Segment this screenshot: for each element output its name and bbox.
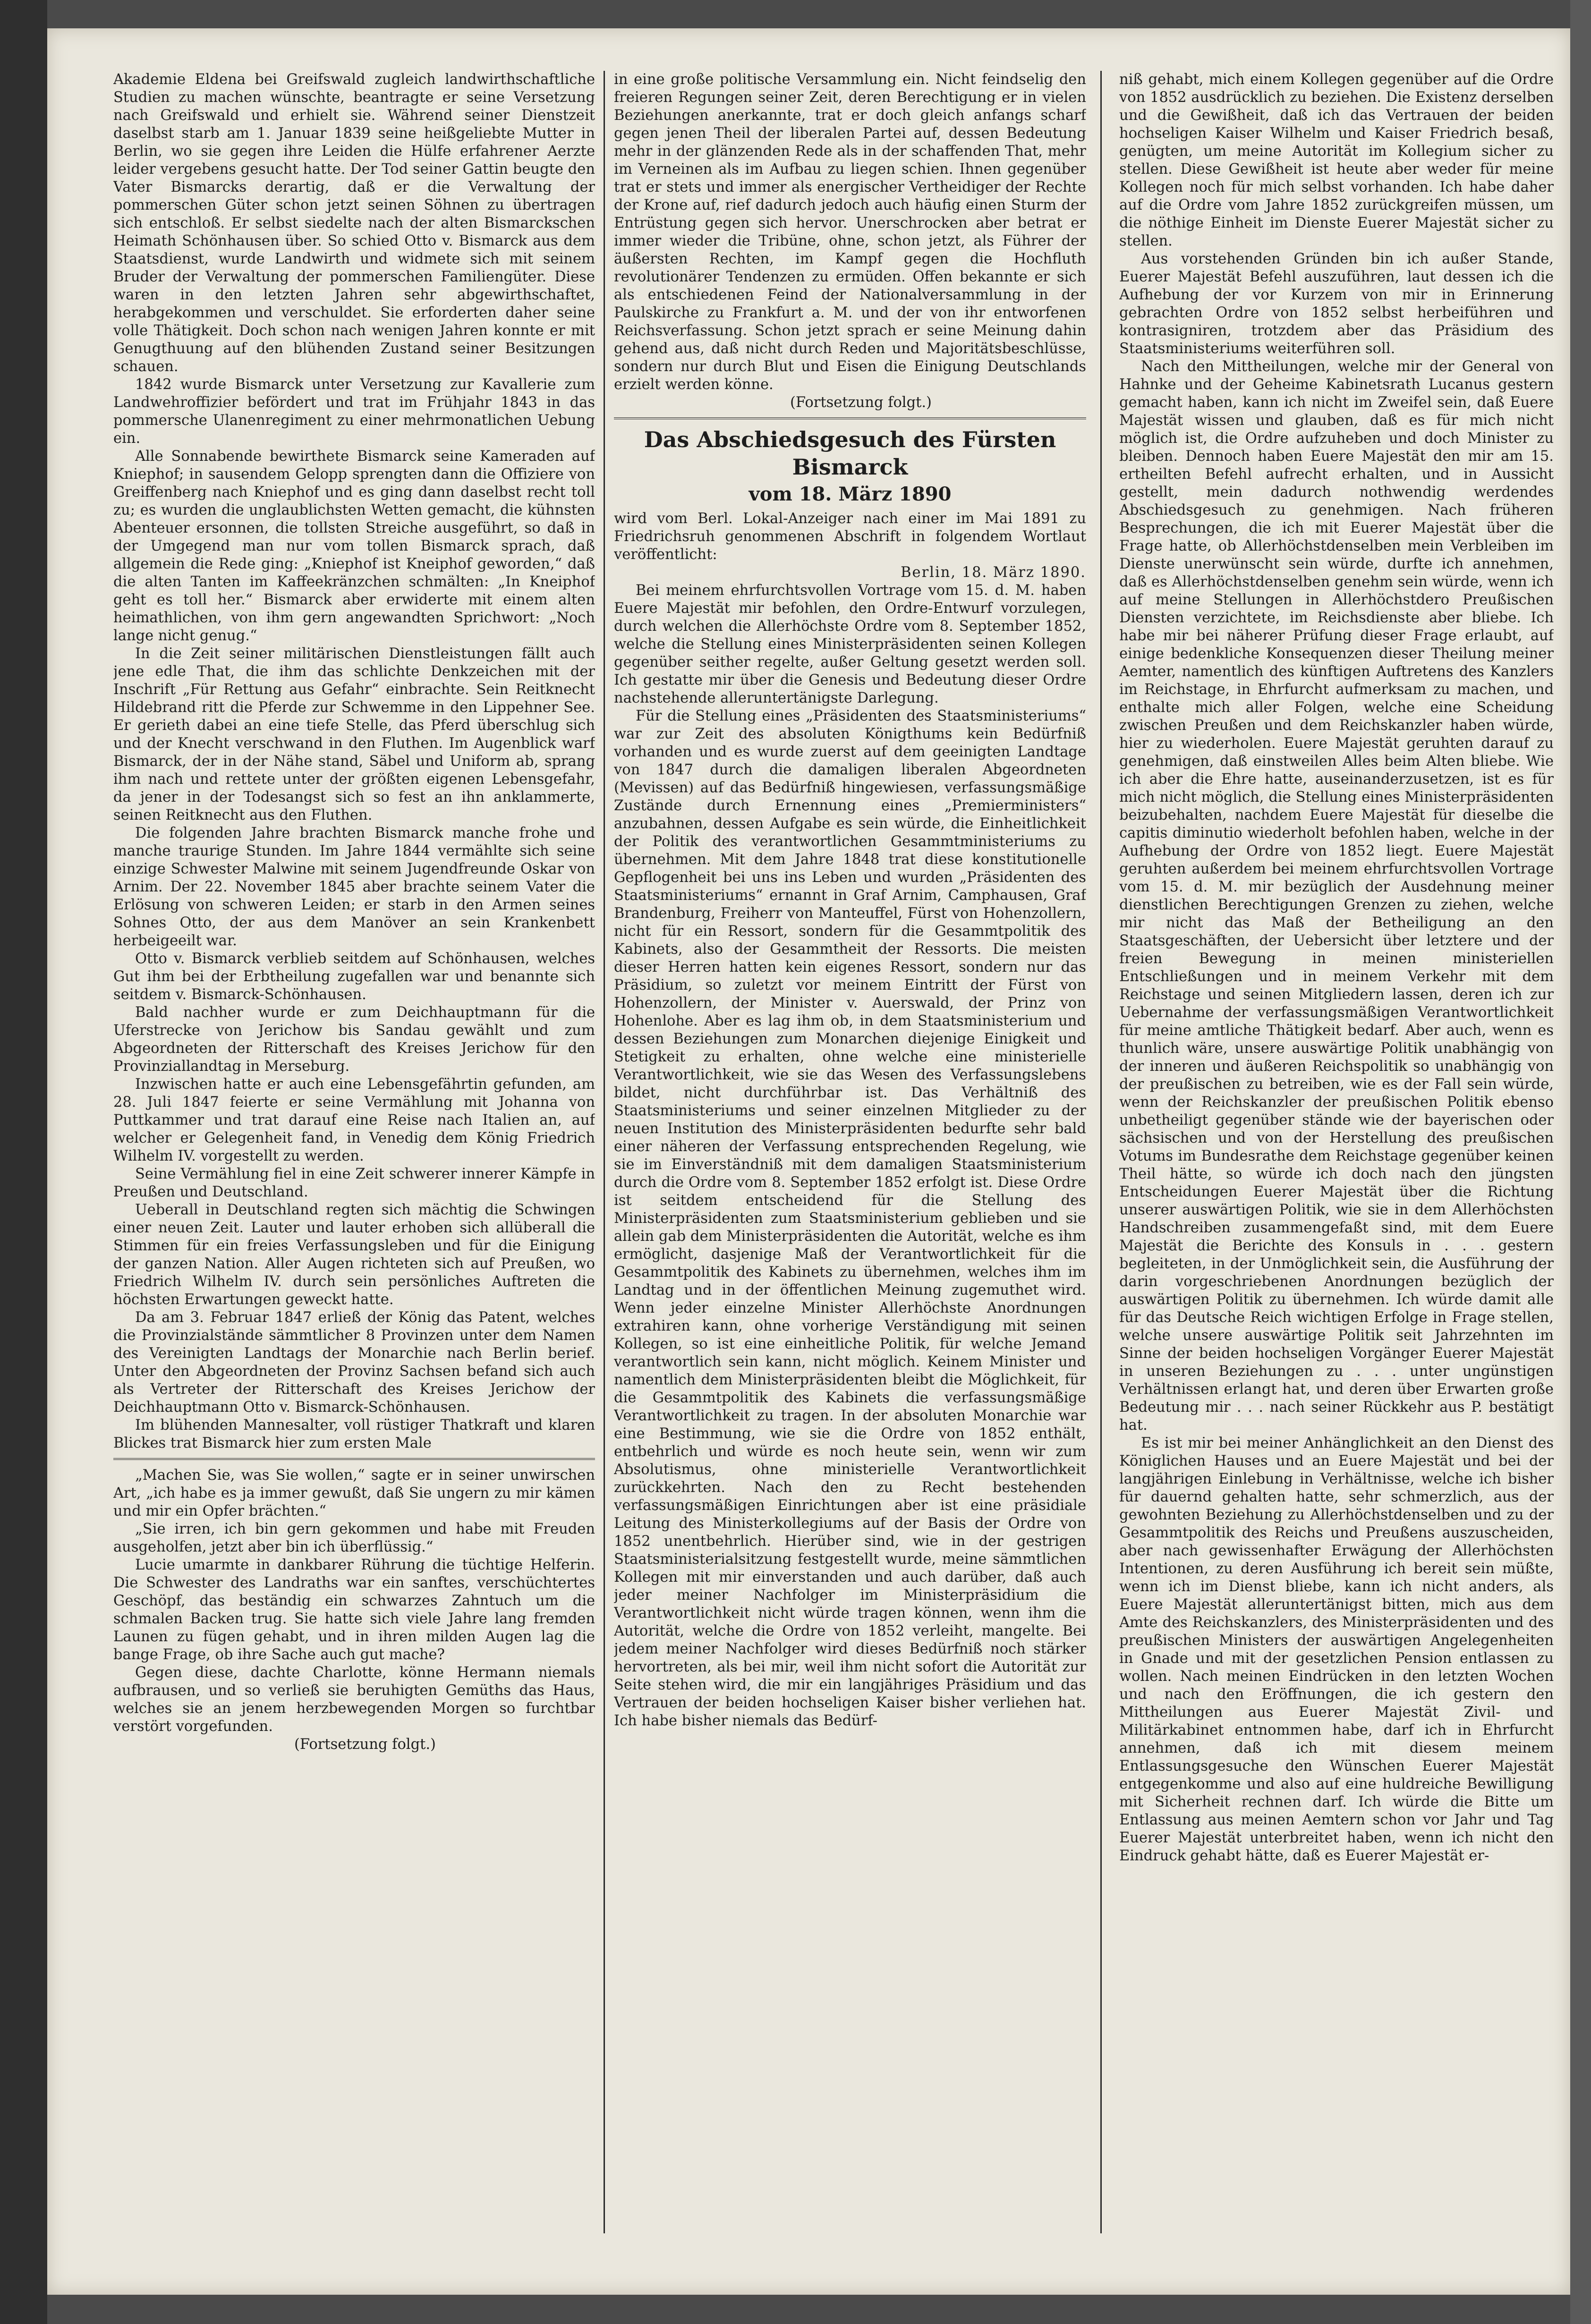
col1-paragraph: Otto v. Bismarck verblieb seitdem auf Schönhausen, welches Gut ihm bei der Erbtheilung zugefallen war und benannte sich seitdem v. Bismarck-Schönhausen. xyxy=(113,950,595,1003)
article-paragraph: Nach den Mittheilungen, welche mir der General von Hahnke und der Geheime Kabinetsrath Lucanus gestern gemacht haben, kann ich nicht im Zweifel sein, daß Euere Majestät wissen und glauben, daß es für mich nicht möglich ist, die Ordre aufzuheben und doch Minister zu bleiben. Dennoch haben Euere Majestät den mir am 15. ertheilten Befehl aufrecht erhalten, und in Aussicht gestellt, mein dadurch nothwendig werdendes Abschiedsgesuch zu genehmigen. Nach früheren Besprechungen, die ich mit Euerer Majestät über die Frage hatte, ob Allerhöchstdenselben mein Verbleiben im Dienste unerwünscht sein würde, durfte ich annehmen, daß es Allerhöchstdenselben genehm sein würde, wenn ich auf meine Stellungen in Allerhöchstdero Preußischen Diensten verzichtete, im Reichsdienste aber bliebe. Ich habe mir bei näherer Prüfung dieser Frage erlaubt, auf einige bedenkliche Konsequenzen dieser Theilung meiner Aemter, namentlich des künftigen Auftretens des Kanzlers im Reichstage, in Ehrfurcht aufmerksam zu machen, und enthalte mich aller Folgen, welche eine Scheidung zwischen Preußen und dem Reichskanzler haben würde, hier zu wiederholen. Euere Majestät geruhten darauf zu genehmigen, daß einstweilen Alles beim Alten bliebe. Wie ich aber die Ehre hatte, auseinanderzusetzen, ist es für mich nicht möglich, die Stellung eines Ministerpräsidenten beizubehalten, nachdem Euere Majestät für dieselbe die capitis diminutio wiederholt befohlen haben, welche in der Aufhebung der Ordre von 1852 liegt. Euere Majestät geruhten außerdem bei meinem ehrfurchtsvollen Vortrage vom 15. d. M. mir bezüglich der Ausdehnung meiner dienstlichen Berechtigungen Grenzen zu ziehen, welche mir nicht das Maß der Betheiligung an den Staatsgeschäften, der Uebersicht über letztere und der freien Bewegung in meinen ministeriellen Entschließungen und in meinem Verkehr mit dem Reichstage und seinen Mitgliedern lassen, deren ich zur Uebernahme der verfassungsmäßigen Verantwortlichkeit für meine amtliche Thätigkeit bedarf. Aber auch, wenn es thunlich wäre, unsere auswärtige Politik unabhängig von der inneren und äußeren Reichspolitik so unabhängig von der preußischen zu betreiben, wie es der Fall sein würde, wenn der Reichskanzler der preußischen Politik ebenso unbetheiligt gegenüber stände wie der bayerischen oder sächsischen und von der Herstellung des preußischen Votums im Bundesrathe dem Reichstage gegenüber keinen Theil hätte, so würde ich doch nach den jüngsten Entscheidungen Euerer Majestät über die Richtung unserer auswärtigen Politik, wie sie in dem Allerhöchsten Handschreiben zusammengefaßt sind, mit dem Euere Majestät die Berichte des Konsuls in . . . gestern begleiteten, in der Unmöglichkeit sein, die Ausführung der darin vorgeschriebenen Anordnungen bezüglich der auswärtigen Politik zu übernehmen. Ich würde damit alle für das Deutsche Reich wichtigen Erfolge in Frage stellen, welche unsere auswärtige Politik seit Jahrzehnten im Sinne der beiden hochseligen Vorgänger Euerer Majestät in unseren Beziehungen zu . . . unter ungünstigen Verhältnissen erlangt hat, und deren über Erwarten große Bedeutung mir . . . nach seiner Rückkehr aus P. bestätigt hat. xyxy=(1119,358,1554,1433)
scan-right-border xyxy=(1570,0,1591,2324)
article-intro: wird vom Berl. Lokal-Anzeiger nach einer im Mai 1891 zu Friedrichsruh genommenen Abschrift in folgendem Wortlaut veröffentlicht: xyxy=(614,510,1086,563)
col1-paragraph: Seine Vermählung fiel in eine Zeit schwerer innerer Kämpfe in Preußen und Deutschland. xyxy=(113,1166,595,1200)
article-paragraph: Bei meinem ehrfurchtsvollen Vortrage vom 15. d. M. haben Euere Majestät mir befohlen, den Ordre-Entwurf vorzulegen, durch welchen die Allerhöchste Ordre vom 8. September 1852, welche die Stellung eines Ministerpräsidenten seinen Kollegen gegenüber seither regelte, außer Geltung gesetzt werden soll. Ich gestatte mir über die Genesis und Bedeutung dieser Ordre nachstehende alleruntertänigste Darlegung. xyxy=(614,582,1086,706)
column-rule-2 xyxy=(1100,71,1102,2233)
story-paragraph: Lucie umarmte in dankbarer Rührung die tüchtige Helferin. Die Schwester des Landraths war ein sanftes, verschüchtertes Geschöpf, das beständig ein schwarzes Zahntuch um die schmalen Backen trug. Sie hatte sich viele Jahre lang fremden Launen zu fügen gehabt, und in ihren milden Augen lag die bange Frage, ob ihre Sache auch gut mache? xyxy=(113,1557,595,1663)
article-subheadline: vom 18. März 1890 xyxy=(749,483,952,505)
article-dateline: Berlin, 18. März 1890. xyxy=(901,564,1086,581)
col1-paragraph: Die folgenden Jahre brachten Bismarck manche frohe und manche traurige Stunden. Im Jahre 1844 vermählte sich seine einzige Schwester Malwine mit seinem Jugendfreunde Oskar von Arnim. Der 22. November 1845 aber brachte seinem Vater die Erlösung von schweren Leiden; er starb in den Armen seines Sohnes Otto, der aus dem Manöver an sein Krankenbett herbeigeeilt war. xyxy=(113,825,595,949)
col1-paragraph: Bald nachher wurde er zum Deichhauptmann für die Uferstrecke von Jerichow bis Sandau gewählt und zum Abgeordneten der Ritterschaft des Kreises Jerichow für den Provinziallandtag in Merseburg. xyxy=(113,1004,595,1075)
column-2 xyxy=(614,71,1086,2243)
col1-paragraph: Inzwischen hatte er auch eine Lebensgefährtin gefunden, am 28. Juli 1847 feierte er seine Vermählung mit Johanna von Puttkammer und trat darauf eine Reise nach Italien an, auf welcher er Gelegenheit fand, in Venedig dem König Friedrich Wilhelm IV. vorgestellt zu werden. xyxy=(113,1076,595,1164)
col2-paragraph: in eine große politische Versammlung ein. Nicht feindselig den freieren Regungen seiner Zeit, deren Berechtigung er in vielen Beziehungen anerkannte, trat er doch gleich anfangs scharf gegen jenen Theil der liberalen Partei auf, dessen Bedeutung mehr in der glänzenden Rede als in der schaffenden That, mehr im Verneinen als im Aufbau zu liegen schien. Ihnen gegenüber trat er stets und immer als energischer Vertheidiger der Rechte der Krone auf, rief dadurch jedoch auch häufig einen Sturm der Entrüstung gegen sich hervor. Unerschrocken aber betrat er immer wieder die Tribüne, ohne, schon jetzt, als Führer der äußersten Rechten, im Kampf gegen die Hochfluth revolutionärer Tendenzen zu ermüden. Offen bekannte er sich als entschiedenen Feind der Nationalversammlung in der Paulskirche zu Frankfurt a. M. und der von ihr entworfenen Reichsverfassung. Schon jetzt sprach er seine Meinung dahin gehend aus, daß nicht durch Reden und Majoritätsbeschlüsse, sondern nur durch Blut und Eisen die Einigung Deutschlands erzielt werden könne. xyxy=(614,71,1086,393)
column-3 xyxy=(1119,71,1554,2243)
col1-paragraph: Ueberall in Deutschland regten sich mächtig die Schwingen einer neuen Zeit. Lauter und lauter erhoben sich allüberall die Stimmen für ein freies Verfassungsleben und für die Einigung der ganzen Nation. Aller Augen richteten sich auf Preußen, wo Friedrich Wilhelm IV. durch sein persönliches Auftreten die höchsten Erwartungen geweckt hatte. xyxy=(113,1202,595,1308)
story-paragraph: „Machen Sie, was Sie wollen,“ sagte er in seiner unwirschen Art, „ich habe es ja immer gewußt, daß Sie ungern zu mir kämen und mir ein Opfer brächten.“ xyxy=(113,1467,595,1519)
section-divider xyxy=(113,1458,595,1460)
col1-paragraph: Alle Sonnabende bewirthete Bismarck seine Kameraden auf Kniephof; in sausendem Gelopp sprengten dann die Offiziere von Greiffenberg nach Kniephof und es ging dann daselbst recht toll zu; es wurden die unglaublichsten Wetten gemacht, die kühnsten Abenteuer ersonnen, die tollsten Streiche ausgeführt, so daß in der Umgegend man nur vom tollen Bismarck sprach, daß allgemein die Rede ging: „Kniephof ist Kneiphof geworden,“ daß die alten Tanten im Kaffeekränzchen schmälten: „In Kneiphof geht es toll her.“ Bismarck aber erwiderte mit einem alten heimathlichen, von ihm gern angewandten Sprichwort: „Noch lange nicht genug.“ xyxy=(113,448,595,644)
col1-paragraph: 1842 wurde Bismarck unter Versetzung zur Kavallerie zum Landwehroffizier befördert und trat im Frühjahr 1843 in das pommersche Ulanenregiment zu einer mehrmonatlichen Uebung ein. xyxy=(113,376,595,447)
article-headline: Das Abschiedsgesuch des Fürsten Bismarck xyxy=(644,427,1056,480)
column-1 xyxy=(113,71,595,2243)
column-rule-1 xyxy=(604,71,605,2233)
col1-paragraph: Akademie Eldena bei Greifswald zugleich landwirthschaftliche Studien zu machen wünschte, beantragte er seine Versetzung nach Greifswald und erhielt sie. Während seiner Dienstzeit daselbst starb am 1. Januar 1839 seine heißgeliebte Mutter in Berlin, wo sie gegen ihre Leiden die Hülfe erfahrener Aerzte leider vergebens gesucht hatte. Der Tod seiner Gattin beugte den Vater Bismarcks derartig, daß er die Verwaltung der pommerschen Güter schon jetzt seinen Söhnen zu übertragen sich entschloß. Er selbst siedelte nach der alten Bismarckschen Heimath Schönhausen über. So schied Otto v. Bismarck aus dem Staatsdienst, wurde Landwirth und widmete sich mit seinem Bruder der Verwaltung der pommerschen Familiengüter. Diese waren in den letzten Jahren sehr abgewirthschaftet, herabgekommen und verschuldet. Sie erforderten daher seine volle Thätigkeit. Doch schon nach wenigen Jahren konnte er mit Genugthuung auf den blühenden Zustand seiner Besitzungen schauen. xyxy=(113,71,595,375)
col1-paragraph: Da am 3. Februar 1847 erließ der König das Patent, welches die Provinzialstände sämmtlicher 8 Provinzen unter dem Namen des Vereinigten Landtags der Monarchie nach Berlin berief. Unter den Abgeordneten der Provinz Sachsen befand sich auch als Vertreter der Ritterschaft des Kreises Jerichow der Deichhauptmann Otto v. Bismarck-Schönhausen. xyxy=(113,1309,595,1416)
article-paragraph: Aus vorstehenden Gründen bin ich außer Stande, Euerer Majestät Befehl auszuführen, laut dessen ich die Aufhebung der vor Kurzem von mir in Erinnerung gebrachten Ordre von 1852 selbst herbeiführen und kontrasigniren, trotzdem aber das Präsidium des Staatsministeriums weiterführen soll. xyxy=(1119,251,1554,357)
col1-paragraph: Im blühenden Mannesalter, voll rüstiger Thatkraft und klaren Blickes trat Bismarck hier zum ersten Male xyxy=(113,1417,595,1451)
continued-note: (Fortsetzung folgt.) xyxy=(790,394,932,411)
article-paragraph: Für die Stellung eines „Präsidenten des Staatsministeriums“ war zur Zeit des absoluten Königthums kein Bedürfniß vorhanden und es wurde zuerst auf dem geeinigten Landtage von 1847 durch die damaligen liberalen Abgeordneten (Mevissen) auf das Bedürfniß hingewiesen, verfassungsmäßige Zustände durch Ernennung eines „Premierministers“ anzubahnen, dessen Aufgabe es sein würde, die Einheitlichkeit der Politik des verantwortlichen Gesammtministeriums zu übernehmen. Mit dem Jahre 1848 trat diese konstitutionelle Gepflogenheit bei uns ins Leben und wurden „Präsidenten des Staatsministeriums“ ernannt in Graf Arnim, Camphausen, Graf Brandenburg, Freiherr von Manteuffel, Fürst von Hohenzollern, nicht für ein Ressort, sondern für die Gesammtpolitik des Kabinets, also der Gesammtheit der Ressorts. Die meisten dieser Herren hatten kein eigenes Ressort, sondern nur das Präsidium, so zuletzt vor meinem Eintritt der Fürst von Hohenzollern, der Minister v. Auerswald, der Prinz von Hohenlohe. Aber es lag ihm ob, in dem Staatsministerium und dessen Beziehungen zum Monarchen diejenige Einigkeit und Stetigkeit zu erhalten, ohne welche eine ministerielle Verantwortlichkeit, wie sie das Wesen des Verfassungslebens bildet, nicht durchführbar ist. Das Verhältniß des Staatsministeriums und seiner einzelnen Mitglieder zu der neuen Institution des Ministerpräsidenten bedurfte sehr bald einer näheren der Verfassung entsprechenden Regelung, wie sie im Einverständniß mit dem damaligen Staatsministerium durch die Ordre vom 8. September 1852 erfolgt ist. Diese Ordre ist seitdem entscheidend für die Stellung des Ministerpräsidenten zum Staatsministerium geblieben und sie allein gab dem Ministerpräsidenten die Autorität, welche es ihm ermöglicht, dasjenige Maß der Verantwortlichkeit für die Gesammtpolitik des Kabinets zu übernehmen, welches ihm im Landtag und in der öffentlichen Meinung zugemuthet wird. Wenn jeder einzelne Minister Allerhöchste Anordnungen extrahiren kann, ohne vorherige Verständigung mit seinen Kollegen, so ist eine einheitliche Politik, für welche Jemand verantwortlich sein kann, nicht möglich. Keinem Minister und namentlich dem Ministerpräsidenten bleibt die Möglichkeit, für die Gesammtpolitik des Kabinets die verfassungsmäßige Verantwortlichkeit zu tragen. In der absoluten Monarchie war eine Bestimmung, wie sie die Ordre von 1852 enthält, entbehrlich und würde es noch heute sein, wenn wir zum Absolutismus, ohne ministerielle Verantwortlichkeit zurückkehrten. Nach den zu Recht bestehenden verfassungsmäßigen Einrichtungen aber ist eine präsidiale Leitung des Ministerkollegiums auf der Basis der Ordre von 1852 unentbehrlich. Hierüber sind, wie in der gestrigen Staatsministerialsitzung festgestellt wurde, meine sämmtlichen Kollegen mit mir einverstanden und auch darüber, daß auch jeder meiner Nachfolger im Ministerpräsidium die Verantwortlichkeit nicht würde tragen können, wenn ihm die Autorität, welche die Ordre von 1852 verleiht, mangelte. Bei jedem meiner Nachfolger wird dieses Bedürfniß noch stärker hervortreten, als bei mir, weil ihm nicht sofort die Autorität zur Seite stehen wird, die mir ein langjähriges Präsidium und das Vertrauen der beiden hochseligen Kaiser bisher verliehen hat. Ich habe bisher niemals das Bedürf- xyxy=(614,708,1086,1729)
continued-note: (Fortsetzung folgt.) xyxy=(294,1736,436,1753)
story-paragraph: Gegen diese, dachte Charlotte, könne Hermann niemals aufbrausen, und so verließ sie beruhigten Gemüths das Haus, welches sie an jenem herzbewegenden Morgen so furchtbar verstört vorgefunden. xyxy=(113,1664,595,1735)
story-paragraph: „Sie irren, ich bin gern gekommen und habe mit Freuden ausgeholfen, jetzt aber bin ich überflüssig.“ xyxy=(113,1521,595,1555)
scan-left-border xyxy=(0,0,47,2324)
col1-paragraph: In die Zeit seiner militärischen Dienstleistungen fällt auch jene edle That, die ihm das schlichte Denkzeichen mit der Inschrift „Für Rettung aus Gefahr“ einbrachte. Sein Reitknecht Hildebrand ritt die Pferde zur Schwemme in den Lippehner See. Er gerieth dabei an eine tiefe Stelle, das Pferd überschlug sich und der Knecht verschwand in den Fluthen. Im Augenblick warf Bismarck, der in der Nähe stand, Säbel und Uniform ab, sprang ihm nach und rettete unter der größten eigenen Lebensgefahr, da jener in der Todesangst sich so fest an ihn anklammerte, seinen Reitknecht aus den Fluthen. xyxy=(113,645,595,823)
section-divider xyxy=(614,417,1086,419)
article-paragraph: Es ist mir bei meiner Anhänglichkeit an den Dienst des Königlichen Hauses und an Euere Majestät und bei der langjährigen Einlebung in Verhältnisse, welche ich bisher für dauernd gehalten hatte, sehr schmerzlich, aus der gewohnten Beziehung zu Allerhöchstdenselben und zu der Gesammtpolitik des Reichs und Preußens auszuscheiden, aber nach gewissenhafter Erwägung der Allerhöchsten Intentionen, zu deren Ausführung ich bereit sein müßte, wenn ich im Dienst bliebe, kann ich nicht anders, als Euere Majestät alleruntertänigst bitten, mich aus dem Amte des Reichskanzlers, des Ministerpräsidenten und des preußischen Ministers der auswärtigen Angelegenheiten in Gnade und mit der gesetzlichen Pension entlassen zu wollen. Nach meinen Eindrücken in den letzten Wochen und nach den Eröffnungen, die ich gestern den Mittheilungen aus Euerer Majestät Zivil- und Militärkabinet entnommen habe, darf ich in Ehrfurcht annehmen, daß ich mit diesem meinem Entlassungsgesuche den Wünschen Euerer Majestät entgegenkomme und also auf eine huldreiche Bewilligung mit Sicherheit rechnen darf. Ich würde die Bitte um Entlassung aus meinen Aemtern schon vor Jahr und Tag Euerer Majestät unterbreitet haben, wenn ich nicht den Eindruck gehabt hätte, daß es Euerer Majestät er- xyxy=(1119,1435,1554,1864)
article-paragraph: niß gehabt, mich einem Kollegen gegenüber auf die Ordre von 1852 ausdrücklich zu beziehen. Die Existenz derselben und die Gewißheit, daß ich das Vertrauen der beiden hochseligen Kaiser Wilhelm und Kaiser Friedrich besaß, genügten, um meine Autorität im Kollegium sicher zu stellen. Diese Gewißheit ist heute aber weder für meine Kollegen noch für mich selbst vorhanden. Ich habe daher auf die Ordre vom Jahre 1852 zurückgreifen müssen, um die nöthige Einheit im Dienste Euerer Majestät sicher zu stellen. xyxy=(1119,71,1554,249)
